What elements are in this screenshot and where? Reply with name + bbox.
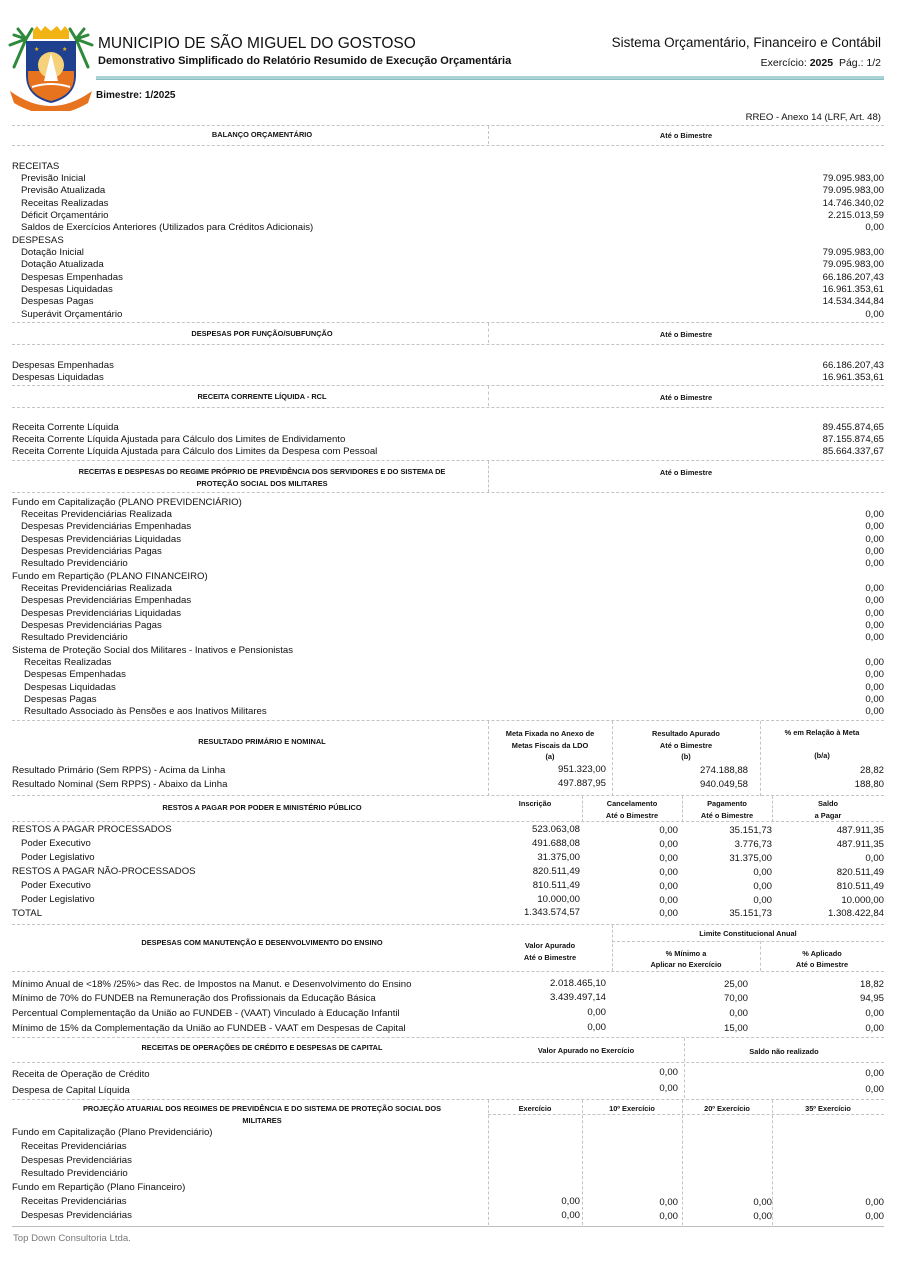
row-label: Fundo em Capitalização (Plano Previdenciário) [12, 1127, 213, 1138]
coat-of-arms-icon [6, 25, 96, 111]
row-value: 0,00 [659, 867, 678, 878]
col-divider [488, 721, 489, 796]
section-divider [488, 1114, 884, 1115]
col-header-percent-3: (b/a) [814, 751, 830, 760]
col-header-saldo-1: Saldo [817, 799, 839, 808]
row-value: 0,00 [659, 853, 678, 864]
footer-rule [12, 1226, 884, 1227]
row-label: DESPESAS [12, 235, 64, 246]
col-header-percent-1: % em Relação à Meta [784, 728, 860, 737]
col-header-exercicio: Exercício [518, 1104, 552, 1113]
row-label: Despesas Pagas [24, 694, 97, 705]
section-title-primario: RESULTADO PRIMÁRIO E NOMINAL [198, 737, 326, 746]
row-value: 0,00 [865, 1211, 884, 1222]
col-divider [488, 323, 489, 343]
row-label: Receitas Realizadas [21, 198, 109, 209]
row-value: 0,00 [865, 583, 884, 594]
row-value: 523.063,08 [531, 824, 580, 835]
col-header-limit: Limite Constitucional Anual [699, 929, 797, 938]
section-divider [12, 1099, 884, 1100]
row-value: 940.049,58 [699, 779, 748, 790]
section-title-funcao: DESPESAS POR FUNÇÃO/SUBFUNÇÃO [191, 329, 333, 338]
row-value: 89.455.874,65 [822, 422, 884, 433]
row-label: Despesas Empenhadas [12, 360, 114, 371]
col-divider [582, 1100, 583, 1225]
col-header-meta-1: Meta Fixada no Anexo de [505, 729, 595, 738]
col-divider [682, 796, 683, 822]
row-value: 31.375,00 [729, 853, 772, 864]
row-label: Receita Corrente Líquida [12, 422, 119, 433]
bimester-label: Bimestre: 1/2025 [96, 90, 176, 101]
row-value: 70,00 [723, 993, 748, 1004]
col-divider [488, 461, 489, 492]
section-divider [12, 971, 884, 972]
row-value: 0,00 [659, 1211, 678, 1222]
row-label: Poder Legislativo [21, 852, 95, 863]
row-label: Receita Corrente Líquida Ajustada para Cálculo dos Limites de Endividamento [12, 434, 346, 445]
row-value: 0,00 [753, 867, 772, 878]
svg-text:★: ★ [62, 47, 68, 53]
row-label: Despesas Previdenciárias Liquidadas [21, 608, 181, 619]
row-value: 0,00 [659, 839, 678, 850]
row-value: 0,00 [659, 881, 678, 892]
row-label: Resultado Previdenciário [21, 558, 128, 569]
exercise-info [761, 57, 881, 69]
row-value: 0,00 [865, 620, 884, 631]
row-label: Mínimo de 70% do FUNDEB na Remuneração dos Profissionais da Educação Básica [12, 993, 376, 1004]
row-value: 0,00 [753, 1197, 772, 1208]
section-title-rcl: RECEITA CORRENTE LÍQUIDA - RCL [197, 392, 327, 401]
row-value: 0,00 [865, 853, 884, 864]
row-value: 0,00 [561, 1210, 580, 1221]
row-label: Sistema de Proteção Social dos Militares - Inativos e Pensionistas [12, 645, 294, 656]
municipal-coat-of-arms [6, 25, 96, 111]
row-label: Despesas Liquidadas [12, 372, 104, 383]
row-label: Previsão Atualizada [21, 185, 106, 196]
row-value: 0,00 [659, 1197, 678, 1208]
row-label: Despesa de Capital Líquida [12, 1085, 130, 1096]
row-label: Superávit Orçamentário [21, 309, 123, 320]
section-divider [612, 941, 884, 942]
col-divider [488, 1100, 489, 1225]
row-value: 14.534.344,84 [822, 296, 884, 307]
row-label: Poder Executivo [21, 838, 91, 849]
section-divider [12, 720, 884, 721]
row-label: Receitas Previdenciárias Realizada [21, 583, 172, 594]
section-divider [12, 385, 884, 386]
row-value: 18,82 [859, 979, 884, 990]
row-value: 810.511,49 [532, 880, 580, 891]
row-value: 497.887,95 [557, 778, 606, 789]
row-value: 0,00 [865, 558, 884, 569]
col-header-inscricao: Inscrição [518, 799, 552, 808]
col-header-rcl: Até o Bimestre [659, 393, 713, 402]
row-value: 28,82 [859, 765, 884, 776]
col-header-cancel-1: Cancelamento [606, 799, 658, 808]
row-label: Receitas Previdenciárias Realizada [21, 509, 172, 520]
section-divider [12, 795, 884, 796]
row-value: 0,00 [587, 1022, 606, 1033]
row-value: 10.000,00 [537, 894, 580, 905]
col-header-result-1: Resultado Apurado [652, 729, 720, 738]
section-title-rpps-2: PROTEÇÃO SOCIAL DOS MILITARES [196, 479, 328, 488]
row-value: 0,00 [865, 534, 884, 545]
row-value: 0,00 [659, 1083, 678, 1094]
row-value: 0,00 [587, 1007, 606, 1018]
row-value: 274.188,88 [699, 765, 748, 776]
section-title-restos: RESTOS A PAGAR POR PODER E MINISTÉRIO PÚBLICO [162, 803, 362, 812]
col-header-min-2: Aplicar no Exercício [650, 960, 722, 969]
row-value: 0,00 [865, 682, 884, 693]
row-value: 188,80 [854, 779, 884, 790]
row-value: 14.746.340,02 [822, 198, 884, 209]
row-value: 0,00 [659, 825, 678, 836]
exercise-year: 2025 [809, 57, 834, 69]
col-header-pay-2: Até o Bimestre [700, 811, 754, 820]
col-header-valor-1: Valor Apurado [524, 941, 576, 950]
row-value: 0,00 [865, 1197, 884, 1208]
row-label: Receita de Operação de Crédito [12, 1069, 150, 1080]
section-divider [12, 492, 884, 493]
row-value: 0,00 [865, 222, 884, 233]
row-value: 0,00 [729, 1008, 748, 1019]
col-divider [488, 126, 489, 144]
row-label: RESTOS A PAGAR PROCESSADOS [12, 824, 172, 835]
row-label: Dotação Inicial [21, 247, 84, 258]
col-header-valor-exercicio: Valor Apurado no Exercício [537, 1046, 635, 1055]
row-value: 487.911,35 [836, 839, 884, 850]
col-divider [760, 941, 761, 971]
row-label: Despesas Previdenciárias [21, 1210, 132, 1221]
row-value: 16.961.353,61 [822, 372, 884, 383]
col-divider [488, 386, 489, 406]
row-label: Fundo em Repartição (Plano Financeiro) [12, 1182, 186, 1193]
section-divider [12, 407, 884, 408]
row-value: 79.095.983,00 [822, 185, 884, 196]
col-divider [612, 721, 613, 796]
row-value: 0,00 [561, 1196, 580, 1207]
col-header-result-2: Até o Bimestre [659, 741, 713, 750]
row-value: 0,00 [753, 895, 772, 906]
report-title: Demonstrativo Simplificado do Relatório Resumido de Execução Orçamentária [98, 55, 512, 67]
row-value: 79.095.983,00 [822, 247, 884, 258]
footer-company: Top Down Consultoria Ltda. [13, 1233, 131, 1244]
row-label: Resultado Previdenciário [21, 632, 128, 643]
row-value: 0,00 [865, 632, 884, 643]
row-label: Despesas Previdenciárias Liquidadas [21, 534, 181, 545]
exercise-label: Exercício: [760, 57, 807, 69]
row-value: 491.688,08 [531, 838, 580, 849]
row-value: 0,00 [753, 1211, 772, 1222]
section-divider [12, 145, 884, 146]
col-header-saldo-nao-realizado: Saldo não realizado [749, 1047, 819, 1056]
row-value: 951.323,00 [557, 764, 606, 775]
row-value: 3.439.497,14 [549, 992, 606, 1003]
section-title-rpps-1: RECEITAS E DESPESAS DO REGIME PRÓPRIO DE PREVIDÊNCIA DOS SERVIDORES E DO SISTEMA DE [78, 467, 446, 476]
row-value: 94,95 [859, 993, 884, 1004]
row-value: 0,00 [865, 706, 884, 717]
row-value: 0,00 [865, 608, 884, 619]
col-divider [612, 925, 613, 971]
row-value: 1.343.574,57 [523, 907, 580, 918]
section-title-ensino: DESPESAS COM MANUTENÇÃO E DESENVOLVIMENTO DO ENSINO [141, 938, 383, 947]
row-value: 0,00 [865, 309, 884, 320]
row-value: 487.911,35 [836, 825, 884, 836]
col-divider [682, 1100, 683, 1225]
row-label: Receitas Previdenciárias [21, 1141, 127, 1152]
row-label: Mínimo de 15% da Complementação da União ao FUNDEB - VAAT em Despesas de Capital [12, 1023, 406, 1034]
row-value: 2.215.013,59 [827, 210, 884, 221]
col-header-20-exercicio: 20º Exercício [704, 1104, 750, 1113]
col-header-aplicado-1: % Aplicado [802, 949, 842, 958]
row-value: 0,00 [659, 1067, 678, 1078]
row-label: Despesas Previdenciárias Empenhadas [21, 595, 192, 606]
col-header-result-3: (b) [681, 752, 691, 761]
row-value: 3.776,73 [734, 839, 772, 850]
col-divider [772, 796, 773, 822]
col-header-meta-3: (a) [545, 752, 555, 761]
row-value: 0,00 [865, 1084, 884, 1095]
annex-label: RREO - Anexo 14 (LRF, Art. 48) [745, 112, 881, 123]
section-title-projecao-2: MILITARES [242, 1116, 282, 1125]
col-divider [772, 1100, 773, 1225]
section-title-projecao-1: PROJEÇÃO ATUARIAL DOS REGIMES DE PREVIDÊNCIA E DO SISTEMA DE PROTEÇÃO SOCIAL DOS [82, 1104, 442, 1113]
row-value: 85.664.337,67 [822, 446, 884, 457]
section-divider [12, 322, 884, 323]
section-divider [12, 1062, 884, 1063]
row-label: Previsão Inicial [21, 173, 86, 184]
col-divider [760, 721, 761, 796]
row-label: Fundo em Capitalização (PLANO PREVIDENCIÁRIO) [12, 497, 242, 508]
page-number: Pág.: 1/2 [838, 57, 881, 69]
row-label: Despesas Liquidadas [24, 682, 116, 693]
section-divider [12, 821, 884, 822]
row-value: 820.511,49 [532, 866, 580, 877]
col-header-pay-1: Pagamento [707, 799, 747, 808]
row-label: Resultado Associado às Pensões e aos Inativos Militares [24, 706, 267, 717]
section-divider [12, 924, 884, 925]
row-value: 25,00 [723, 979, 748, 990]
col-header-min-1: % Mínimo a [665, 949, 707, 958]
col-header-balanco: Até o Bimestre [659, 131, 713, 140]
row-label: Resultado Primário (Sem RPPS) - Acima da Linha [12, 765, 226, 776]
row-label: Mínimo Anual de <18% /25%> das Rec. de Impostos na Manut. e Desenvolvimento do Ensino [12, 979, 412, 990]
row-label: Despesas Previdenciárias [21, 1155, 132, 1166]
row-label: Despesas Previdenciárias Pagas [21, 620, 162, 631]
row-label: RECEITAS [12, 161, 60, 172]
row-value: 31.375,00 [537, 852, 580, 863]
row-label: Despesas Liquidadas [21, 284, 113, 295]
row-label: Despesas Previdenciárias Empenhadas [21, 521, 192, 532]
row-value: 0,00 [865, 657, 884, 668]
row-value: 79.095.983,00 [822, 259, 884, 270]
col-header-valor-2: Até o Bimestre [523, 953, 577, 962]
row-label: Despesas Previdenciárias Pagas [21, 546, 162, 557]
row-label: Receitas Realizadas [24, 657, 112, 668]
col-header-aplicado-2: Até o Bimestre [795, 960, 849, 969]
row-value: 79.095.983,00 [822, 173, 884, 184]
row-value: 66.186.207,43 [822, 272, 884, 283]
row-label: Resultado Nominal (Sem RPPS) - Abaixo da Linha [12, 779, 228, 790]
row-label: Dotação Atualizada [21, 259, 104, 270]
row-value: 10.000,00 [841, 895, 884, 906]
row-label: Receita Corrente Líquida Ajustada para Cálculo dos Limites da Despesa com Pessoal [12, 446, 378, 457]
top-divider [12, 125, 884, 126]
row-label: Fundo em Repartição (PLANO FINANCEIRO) [12, 571, 208, 582]
col-header-funcao: Até o Bimestre [659, 330, 713, 339]
row-value: 1.308.422,84 [827, 908, 884, 919]
municipality-name: MUNICIPIO DE SÃO MIGUEL DO GOSTOSO [98, 35, 416, 52]
row-value: 0,00 [865, 694, 884, 705]
col-header-saldo-2: a Pagar [814, 811, 842, 820]
row-value: 810.511,49 [836, 881, 884, 892]
row-value: 16.961.353,61 [822, 284, 884, 295]
row-value: 15,00 [723, 1023, 748, 1034]
svg-text:★: ★ [34, 47, 40, 53]
col-header-rpps: Até o Bimestre [659, 468, 713, 477]
row-value: 0,00 [865, 1023, 884, 1034]
row-value: 0,00 [865, 669, 884, 680]
row-label: Despesas Pagas [21, 296, 94, 307]
col-header-meta-2: Metas Fiscais da LDO [511, 741, 589, 750]
row-label: Saldos de Exercícios Anteriores (Utilizados para Créditos Adicionais) [21, 222, 314, 233]
col-divider [582, 796, 583, 822]
row-value: 0,00 [865, 521, 884, 532]
row-label: Poder Legislativo [21, 894, 95, 905]
row-value: 87.155.874,65 [822, 434, 884, 445]
section-divider [12, 460, 884, 461]
row-value: 820.511,49 [836, 867, 884, 878]
row-value: 35.151,73 [729, 908, 772, 919]
row-value: 0,00 [865, 509, 884, 520]
row-value: 0,00 [659, 908, 678, 919]
row-label: Poder Executivo [21, 880, 91, 891]
row-value: 0,00 [753, 881, 772, 892]
row-value: 0,00 [865, 546, 884, 557]
row-value: 0,00 [865, 1008, 884, 1019]
header-accent-rule [96, 76, 884, 80]
row-label: Percentual Complementação da União ao FUNDEB - (VAAT) Vinculado à Educação Infantil [12, 1008, 400, 1019]
row-value: 0,00 [865, 1068, 884, 1079]
system-name: Sistema Orçamentário, Financeiro e Contábil [611, 35, 881, 50]
col-divider [684, 1038, 685, 1098]
row-label: Despesas Empenhadas [24, 669, 126, 680]
row-value: 0,00 [865, 595, 884, 606]
section-title-balanco: BALANÇO ORÇAMENTÁRIO [211, 130, 313, 139]
col-header-cancel-2: Até o Bimestre [605, 811, 659, 820]
row-value: 66.186.207,43 [822, 360, 884, 371]
row-value: 35.151,73 [729, 825, 772, 836]
row-label: Receitas Previdenciárias [21, 1196, 127, 1207]
row-label: Despesas Empenhadas [21, 272, 123, 283]
section-divider [12, 1037, 884, 1038]
row-label: Déficit Orçamentário [21, 210, 109, 221]
row-label: Resultado Previdenciário [21, 1168, 128, 1179]
col-header-35-exercicio: 35º Exercício [805, 1104, 851, 1113]
row-label: TOTAL [12, 908, 43, 919]
col-header-10-exercicio: 10º Exercício [609, 1104, 655, 1113]
row-value: 0,00 [659, 895, 678, 906]
section-divider [12, 344, 884, 345]
row-value: 2.018.465,10 [549, 978, 606, 989]
section-title-credito: RECEITAS DE OPERAÇÕES DE CRÉDITO E DESPESAS DE CAPITAL [141, 1043, 383, 1052]
row-label: RESTOS A PAGAR NÃO-PROCESSADOS [12, 866, 196, 877]
